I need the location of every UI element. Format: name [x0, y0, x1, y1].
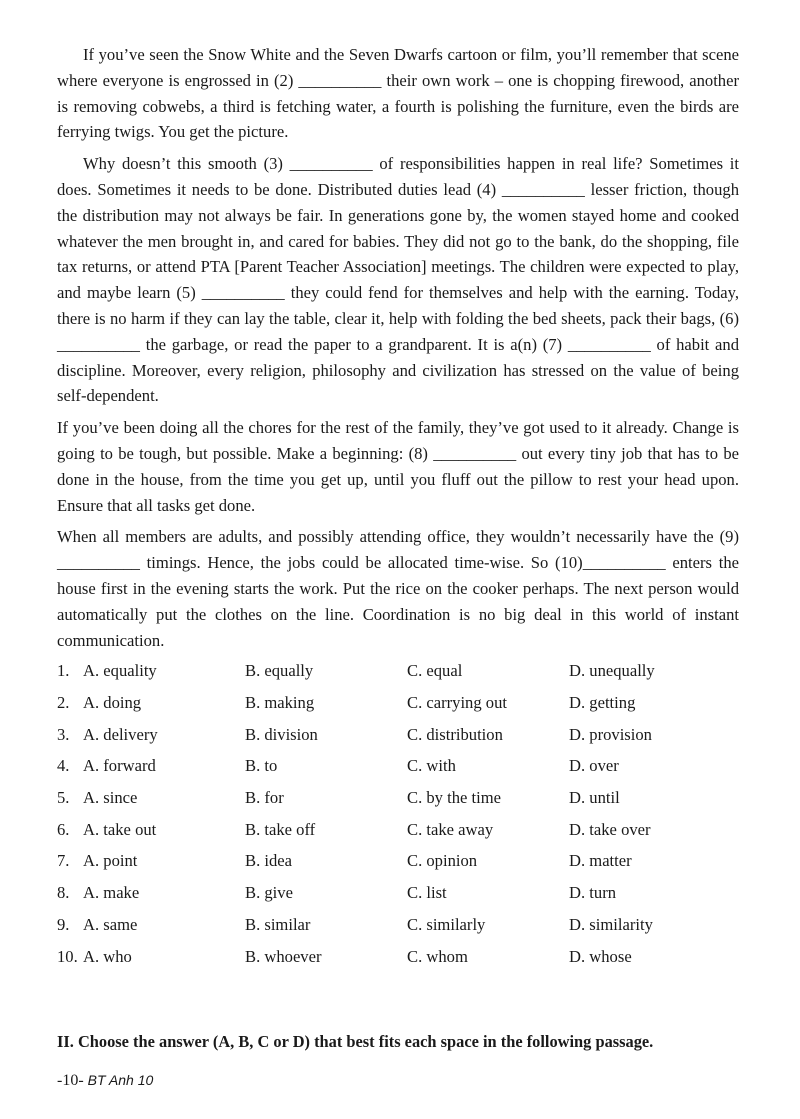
option-b: B. for — [245, 788, 284, 808]
option-c: C. opinion — [407, 851, 478, 871]
option-a: A. same — [83, 914, 138, 934]
option-b: B. idea — [245, 851, 293, 871]
question-number: 7. — [57, 851, 70, 871]
question-number: 5. — [57, 788, 70, 808]
option-a: A. forward — [83, 756, 156, 776]
question-number: 1. — [57, 661, 70, 681]
question-number: 3. — [57, 724, 70, 744]
option-a: A. delivery — [83, 724, 158, 744]
option-c: C. list — [407, 883, 447, 903]
question-number: 10. — [57, 946, 78, 966]
option-a: A. since — [83, 788, 138, 808]
option-b: B. division — [245, 724, 318, 744]
option-a: A. doing — [83, 693, 142, 713]
document-page — [57, 42, 739, 978]
option-b: B. making — [245, 693, 315, 713]
page-number: -10- — [57, 1072, 84, 1089]
option-d: D. until — [569, 788, 620, 808]
option-c: C. similarly — [407, 914, 486, 934]
option-c: C. distribution — [407, 724, 503, 744]
option-b: B. whoever — [245, 946, 322, 966]
option-c: C. carrying out — [407, 693, 508, 713]
option-c: C. equal — [407, 661, 463, 681]
question-number: 8. — [57, 883, 70, 903]
question-row — [57, 947, 739, 979]
option-c: C. whom — [407, 946, 468, 966]
option-c: C. take away — [407, 819, 494, 839]
page-footer — [57, 1072, 153, 1090]
option-b: B. give — [245, 883, 293, 903]
option-d: D. take over — [569, 819, 651, 839]
question-row — [57, 725, 739, 757]
question-row — [57, 851, 739, 883]
option-d: D. similarity — [569, 914, 653, 934]
option-d: D. provision — [569, 724, 652, 744]
passage-paragraph-3: If you’ve been doing all the chores for the rest of the family, they’ve got used to it already. Change is going to be tough, but possible. Make a beginning: (8) __________ out every tiny job that has to be done in the house, from the time you get up, until you fluff out the pillow to rest your head upon. Ensure that all tasks get done. — [57, 418, 739, 515]
passage-paragraph-1: If you’ve seen the Snow White and the Seven Dwarfs cartoon or film, you’ll remember that scene where everyone is engrossed in (2) __________ their own work – one is chopping firewood, another is removing cobwebs, a third is fetching water, a fourth is polishing the furniture, even the birds are ferrying twigs. You get the picture. — [57, 45, 739, 142]
option-a: A. make — [83, 883, 140, 903]
option-b: B. similar — [245, 914, 311, 934]
question-row — [57, 693, 739, 725]
section-heading: II. Choose the answer (A, B, C or D) that best fits each space in the following passage. — [57, 1032, 654, 1051]
passage-paragraph-4: When all members are adults, and possibly attending office, they wouldn’t necessarily have the (9) __________ timings. Hence, the jobs could be allocated time-wise. So (10)__________ enters the house first in the evening starts the work. Put the rice on the cooker perhaps. The next person would automatically put the clothes on the line. Coordination is no big deal in this world of instant communication. — [57, 527, 739, 650]
option-a: A. point — [83, 851, 138, 871]
option-a: A. equality — [83, 661, 157, 681]
option-d: D. matter — [569, 851, 632, 871]
option-d: D. whose — [569, 946, 632, 966]
option-d: D. over — [569, 756, 619, 776]
question-row — [57, 820, 739, 852]
option-c: C. by the time — [407, 788, 502, 808]
question-row — [57, 661, 739, 693]
question-row — [57, 788, 739, 820]
book-title: BT Anh 10 — [87, 1072, 154, 1088]
question-number: 2. — [57, 693, 70, 713]
option-a: A. take out — [83, 819, 157, 839]
option-d: D. getting — [569, 693, 636, 713]
question-number: 9. — [57, 914, 70, 934]
option-b: B. take off — [245, 819, 316, 839]
option-a: A. who — [83, 946, 132, 966]
passage-paragraph-2: Why doesn’t this smooth (3) __________ of responsibilities happen in real life? Sometimes it does. Sometimes it needs to be done. Distributed duties lead (4) __________ lesser friction, though the distribution may not always be fair. In generations gone by, the women stayed home and cooked whatever the men brought in, and cared for babies. They did not go to the bank, do the shopping, file tax returns, or attend PTA [Parent Teacher Association] meetings. The children were expected to play, and maybe learn (5) __________ they could fend for themselves and help with the earning. Today, there is no harm if they can lay the table, clear it, help with folding the bed sheets, pack their bags, (6) __________ the garbage, or read the paper to a grandparent. It is a(n) (7) __________ of habit and discipline. Moreover, every religion, philosophy and civilization has stressed on the value of being self-dependent. — [57, 154, 739, 406]
option-c: C. with — [407, 756, 456, 776]
question-number: 6. — [57, 819, 70, 839]
answer-options-table — [57, 661, 739, 978]
option-d: D. unequally — [569, 661, 655, 681]
question-number: 4. — [57, 756, 70, 776]
question-row — [57, 915, 739, 947]
option-b: B. equally — [245, 661, 314, 681]
question-row — [57, 756, 739, 788]
option-b: B. to — [245, 756, 278, 776]
question-row — [57, 883, 739, 915]
option-d: D. turn — [569, 883, 617, 903]
